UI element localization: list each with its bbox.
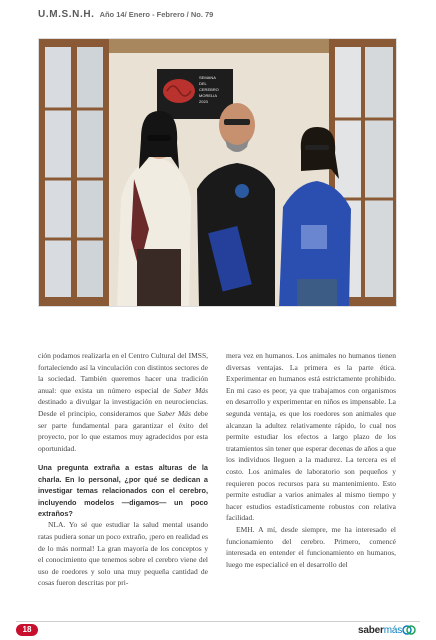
issue-info: Año 14/ Enero - Febrero / No. 79 (99, 10, 214, 19)
poster-line: CEREBRO (199, 87, 219, 92)
page-number: 18 (16, 624, 38, 636)
brand-logo: sabermás (358, 623, 416, 637)
poster-line: SEMANA (199, 75, 216, 80)
paragraph: ción podamos realizarla en el Centro Cultural del IMSS, fortaleciendo así la vinculación con distintos sectores de la sociedad. También queremos hacer una tradición anual: que exista un número especial de Saber Más destinado a divulgar la investigación en neurociencias. Desde el principio, consideramos que Saber Más debe ser parte fundamental para garantizar el éxito del proyecto, por lo que estamos muy agradecidos por esta oportunidad. (38, 351, 208, 453)
article-column-right (226, 350, 396, 570)
publication-name: U.M.S.N.H. (38, 9, 95, 20)
article-column-left (38, 350, 208, 589)
brand-mark-icon (402, 624, 416, 636)
paragraph: EMH. A mí, desde siempre, me ha interesado el funcionamiento del cerebro. Primero, comencé interesada en entender el funcionamiento en humanos, luego me especialicé en el desarrollo del (226, 524, 396, 569)
poster-line: 2023 (199, 99, 208, 104)
paragraph: NLA. Yo sé que estudiar la salud mental usando ratas pudiera sonar un poco extraño, ¡pero en realidad es de lo más normal! La gran mayoría de los conceptos y el conocimiento que tenemos sobre el cerebro viene del uso de roedores y solo una muy pequeña cantidad de cosas fueron descritas por pri- (38, 520, 208, 588)
poster-line: MORELIA (199, 93, 218, 98)
poster-line: DEL (199, 81, 207, 86)
article-photo (38, 38, 397, 307)
running-header (38, 9, 213, 23)
paragraph: mera vez en humanos. Los animales no humanos tienen diversas ventajas. La primera es la parte ética. Experimentar en humanos está estrictamente prohibido. En mi caso es peor, ya que trabajamos con organismos en desarrollo y experimentar en niños es impensable. La segunda ventaja, es que los roedores son animales que alcanzan la adultez relativamente rápido, lo cual nos permite estudiar los efectos a largo plazo de los tratamientos sin tener que esperar decenas de años a que los individuos lleguen a la madurez. La tercera es el costo. Los animales de laboratorio son pequeños y requieren pocos recursos para su mantenimiento. Esto permite estudiar a varios animales al mismo tiempo y hacer estudios estadísticamente robustos con relativa facilidad. (226, 351, 396, 523)
footer-divider (16, 621, 420, 622)
interview-question: Una pregunta extraña a estas alturas de la charla. En lo personal, ¿por qué se dedican a investigar temas relacionados con el cerebro, incluyendo modelos —digamos— un poco extraños? (38, 463, 208, 518)
